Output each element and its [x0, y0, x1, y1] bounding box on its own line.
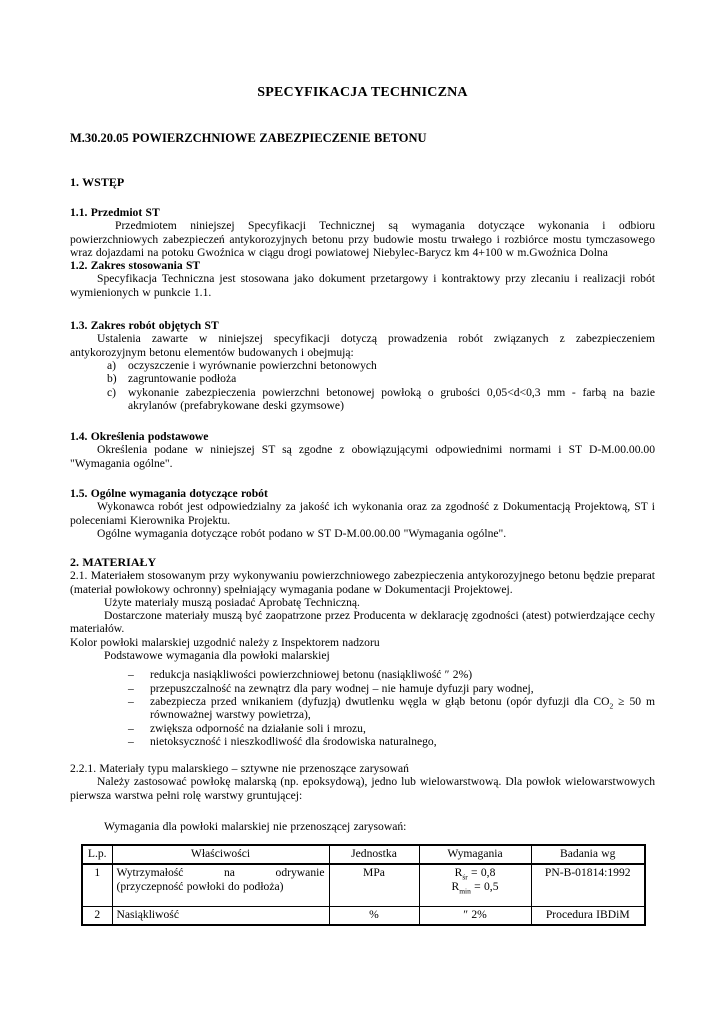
section-1-heading: 1. WSTĘP [70, 175, 125, 189]
table-cell-lp: 1 [82, 864, 112, 907]
table-cell-test-standard: PN-B-01814:1992 [531, 864, 645, 907]
requirements-bullet-list [70, 668, 655, 748]
dash-marker: – [128, 681, 134, 695]
table-header-wlasciwosci: Właściwości [112, 845, 329, 864]
section-1-4-heading: 1.4. Określenia podstawowe [70, 430, 209, 444]
table-header-lp: L.p. [82, 845, 112, 864]
section-2-2-1-heading: 2.2.1. Materiały typu malarskiego – sztywne nie przenoszące zarysowań [70, 762, 409, 776]
req-value: = 0,8 [467, 866, 496, 880]
list-item-c-text: wykonanie zabezpieczenia powierzchni betonowej powłoką o grubości 0,05<d<0,3 mm - farbą na bazie akrylanów (prefabrykowane deski gzymsowe) [128, 385, 655, 412]
property-line-2: (przyczepność powłoki do podłoża) [116, 880, 284, 894]
section-1-2-paragraph: Specyfikacja Techniczna jest stosowana jako dokument przetargowy i kontraktowy przy zlecaniu i realizacji robót wymienionych w punkcie 1.1. [70, 272, 655, 299]
bullet-item [70, 682, 655, 695]
dash-marker: – [128, 721, 134, 735]
list-marker-a: a) [107, 358, 117, 372]
spacer [70, 412, 655, 430]
req-value: = 0,5 [470, 880, 499, 894]
table-header-badania: Badania wg [531, 845, 645, 864]
section-1-5-paragraph-1: Wykonawca robót jest odpowiedzialny za jakość ich wykonania oraz za zgodność z Dokumentacją Projektową, ST i poleceniami Kierownika Projektu. [70, 500, 655, 527]
co2-subscript: 2 [609, 701, 614, 711]
table-cell-requirements [419, 864, 531, 907]
requirement-line-2 [424, 880, 527, 894]
bullet-item [70, 668, 655, 681]
table-row [82, 907, 645, 926]
dash-marker: – [128, 694, 134, 708]
list-item-b [70, 372, 655, 385]
bullet-text-co2-pre: zabezpiecza przed wnikaniem (dyfuzją) dwutlenku węgla w głąb betonu (opór dyfuzji dla CO [150, 694, 610, 708]
requirements-table [81, 844, 646, 926]
requirement-line-1 [424, 866, 527, 880]
spacer [70, 802, 655, 820]
section-1-1-heading: 1.1. Przedmiot ST [70, 206, 160, 219]
bullet-text: przepuszczalność na zewnątrz dla pary wodnej – nie hamuje dyfuzji pary wodnej, [150, 681, 534, 695]
spacer [70, 748, 655, 762]
property-line-1: Wytrzymałość na odrywanie [116, 866, 325, 880]
table-cell-unit: % [329, 907, 419, 926]
section-1-4-paragraph: Określenia podane w niniejszej ST są zgodne z obowiązującymi odpowiednimi normami i ST D-M.00.00.00 "Wymagania ogólne". [70, 443, 655, 470]
spacer [70, 833, 655, 844]
table-header-jednostka: Jednostka [329, 845, 419, 864]
doc-subject-heading: M.30.20.05 POWIERZCHNIOWE ZABEZPIECZENIE BETONU [70, 131, 427, 145]
paragraph-podstawowe: Podstawowe wymagania dla powłoki malarskiej [104, 649, 330, 663]
paragraph-dostarczone: Dostarczone materiały muszą być zaopatrzone przez Producenta w deklarację zgodności (atest) potwierdzające cechy materiałów. [70, 609, 655, 636]
dash-marker: – [128, 668, 134, 682]
section-2-1-paragraph: 2.1. Materiałem stosowanym przy wykonywaniu powierzchniowego zabezpieczenia antykorozyjnego betonu będzie preparat (materiał powłokowy ochronny) spełniający wymagania podane w Dokumentacji Projektowej. [70, 569, 655, 596]
section-1-3-heading: 1.3. Zakres robót objętych ST [70, 319, 219, 333]
bullet-text: zwiększa odporność na działanie soli i mrozu, [150, 721, 366, 735]
paragraph-uzyte: Użyte materiały muszą posiadać Aprobatę Techniczną. [104, 595, 360, 609]
req-symbol: R [454, 866, 463, 880]
table-header-wymagania: Wymagania [419, 845, 531, 864]
list-item-a-text: oczyszczenie i wyrównanie powierzchni betonowych [128, 358, 377, 372]
req-subscript: min [459, 886, 471, 896]
section-2-2-1-paragraph: Należy zastosować powłokę malarską (np. epoksydową), jedno lub wielowarstwową. Dla powłok wielowarstwowych pierwsza warstwa pełni rolę warstwy gruntującej: [70, 775, 655, 802]
doc-title: SPECYFIKACJA TECHNICZNA [257, 85, 468, 100]
req-subscript: śr [462, 872, 468, 882]
list-item-a [70, 359, 655, 372]
dash-marker: – [128, 734, 134, 748]
section-1-1-paragraph: Przedmiotem niniejszej Specyfikacji Technicznej są wymagania dotyczące wykonania i odbioru powierzchniowych zabezpieczeń antykorozyjnych betonu przy budowie mostu trwałego i rozbiórce mostu tymczasowego wraz dojazdami na potoku Gwoźnica w ciągu drogi powiatowej Niebylec-Barycz km 4+100 w m.Gwoźnica Dolna [70, 219, 655, 259]
table-cell-properties: Nasiąkliwość [112, 907, 329, 926]
spacer [70, 470, 655, 487]
section-2-heading: 2. MATERIAŁY [70, 555, 157, 570]
bullet-text-co2-post: ≥ 50 m równoważnej warstwy powietrza), [150, 694, 656, 722]
list-marker-c: c) [107, 385, 117, 399]
table-cell-lp: 2 [82, 907, 112, 926]
paragraph-wymagania-tabela: Wymagania dla powłoki malarskiej nie przenoszącej zarysowań: [104, 819, 407, 833]
list-item-b-text: zagruntowanie podłoża [128, 372, 237, 386]
bullet-text: redukcja nasiąkliwości powierzchniowej betonu (nasiąkliwość ″ 2%) [150, 668, 473, 682]
table-header-row [82, 845, 645, 864]
bullet-text: nietoksyczność i nieszkodliwość dla środowiska naturalnego, [150, 734, 437, 748]
req-symbol: R [451, 880, 460, 894]
section-1-5-heading: 1.5. Ogólne wymagania dotyczące robót [70, 487, 268, 501]
list-marker-b: b) [107, 372, 117, 386]
table-row [82, 864, 645, 907]
spacer [70, 540, 655, 555]
spacer [70, 299, 655, 319]
paragraph-kolor: Kolor powłoki malarskiej uzgodnić należy z Inspektorem nadzoru [70, 635, 380, 649]
bullet-item [70, 722, 655, 735]
table-cell-requirements: ″ 2% [419, 907, 531, 926]
bullet-item-co2 [70, 695, 655, 722]
table-cell-unit: MPa [329, 864, 419, 907]
table-cell-properties [112, 864, 329, 907]
table-cell-test-standard: Procedura IBDiM [531, 907, 645, 926]
section-1-2-heading: 1.2. Zakres stosowania ST [70, 259, 201, 273]
list-item-c [70, 386, 655, 413]
section-1-3-intro: Ustalenia zawarte w niniejszej specyfikacji dotyczą prowadzenia robót związanych z zabezpieczeniem antykorozyjnym betonu elementów budowanych i obejmują: [70, 332, 655, 359]
section-1-5-paragraph-2: Ogólne wymagania dotyczące robót podano w ST D-M.00.00.00 "Wymagania ogólne". [97, 526, 507, 540]
bullet-item [70, 735, 655, 748]
